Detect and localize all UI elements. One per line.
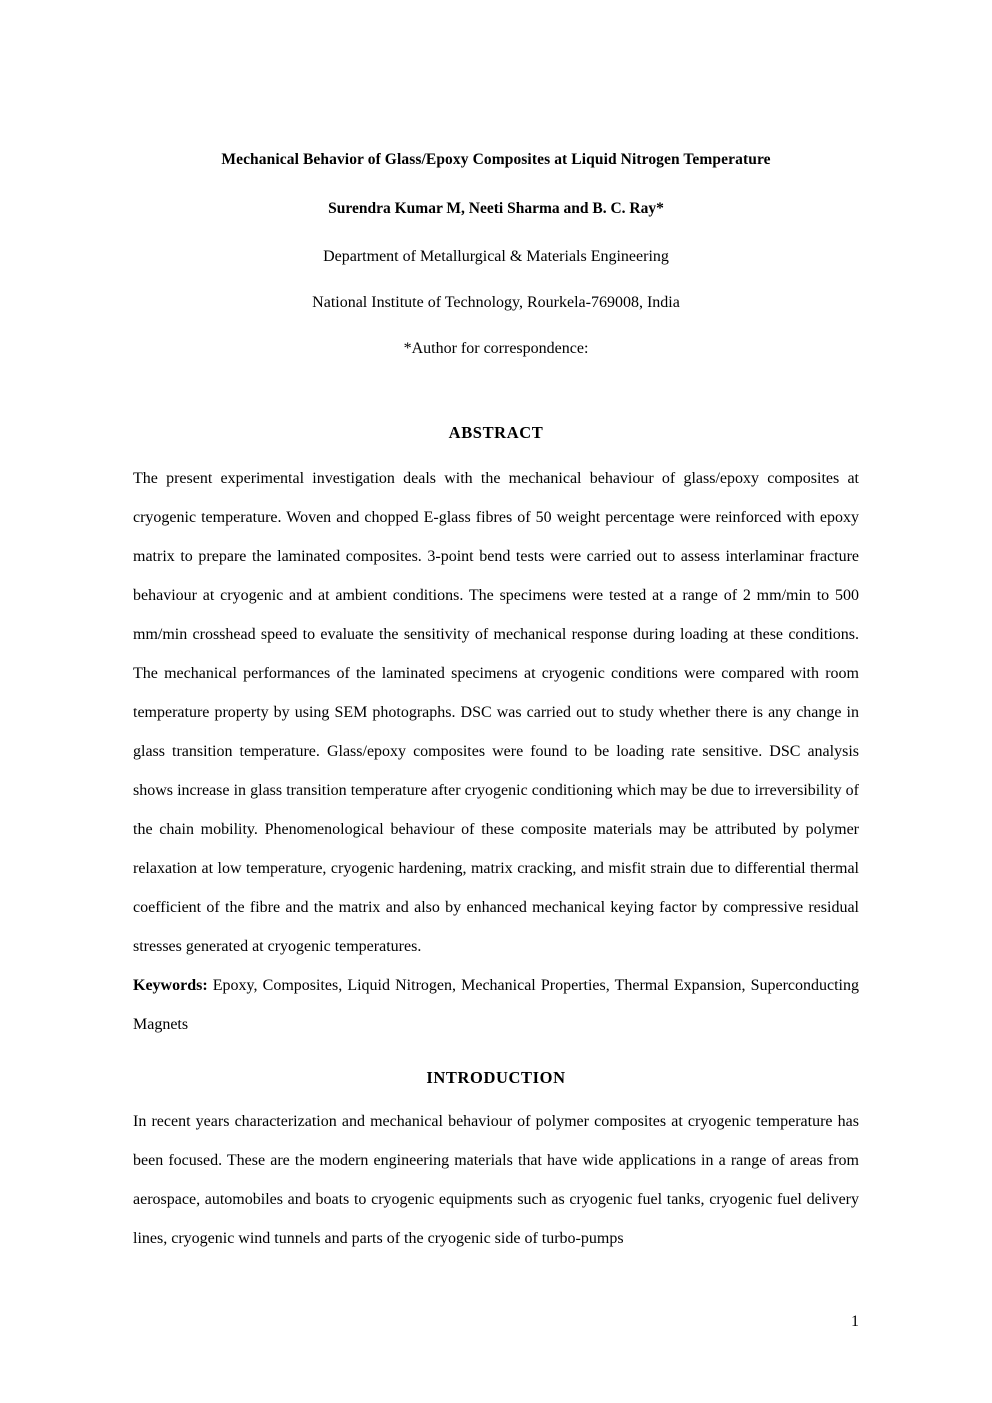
author-list: Surendra Kumar M, Neeti Sharma and B. C. Ray* bbox=[328, 200, 664, 218]
introduction-paragraph: In recent years characterization and mechanical behaviour of polymer composites at cryogenic temperature has been focused. These are the modern engineering materials that have wide applications in a range of areas from aerospace, automobiles and boats to cryogenic equipments such as cryogenic fuel tanks, cryogenic fuel delivery lines, cryogenic wind tunnels and parts of the cryogenic side of turbo-pumps bbox=[133, 1112, 859, 1248]
keywords-paragraph bbox=[133, 966, 859, 1044]
keywords-value: Epoxy, Composites, Liquid Nitrogen, Mechanical Properties, Thermal Expansion, Superconducting Magnets bbox=[133, 976, 859, 1033]
correspondence-note: *Author for correspondence: bbox=[403, 339, 589, 357]
page-number: 1 bbox=[851, 1313, 859, 1330]
page-title: Mechanical Behavior of Glass/Epoxy Composites at Liquid Nitrogen Temperature bbox=[221, 151, 771, 168]
affiliation-institution: National Institute of Technology, Rourkela-769008, India bbox=[312, 293, 680, 311]
title-block bbox=[133, 148, 859, 361]
abstract-paragraph: The present experimental investigation deals with the mechanical behaviour of glass/epoxy composites at cryogenic temperature. Woven and chopped E-glass fibres of 50 weight percentage were reinforced with epoxy matrix to prepare the laminated composites. 3-point bend tests were carried out to assess interlaminar fracture behaviour at cryogenic and at ambient conditions. The specimens were tested at a range of 2 mm/min to 500 mm/min crosshead speed to evaluate the sensitivity of mechanical response during loading at these conditions. The mechanical performances of the laminated specimens at cryogenic conditions were compared with room temperature property by using SEM photographs. DSC was carried out to study whether there is any change in glass transition temperature. Glass/epoxy composites were found to be loading rate sensitive. DSC analysis shows increase in glass transition temperature after cryogenic conditioning which may be due to irreversibility of the chain mobility. Phenomenological behaviour of these composite materials may be attributed by polymer relaxation at low temperature, cryogenic hardening, matrix cracking, and misfit strain due to differential thermal coefficient of the fibre and the matrix and also by enhanced mechanical keying factor by compressive residual stresses generated at cryogenic temperatures. bbox=[133, 469, 859, 955]
keywords-label: Keywords: bbox=[133, 976, 208, 994]
abstract-heading: ABSTRACT bbox=[448, 422, 544, 442]
affiliation-department: Department of Metallurgical & Materials Engineering bbox=[323, 247, 669, 265]
introduction-heading: INTRODUCTION bbox=[426, 1067, 566, 1087]
